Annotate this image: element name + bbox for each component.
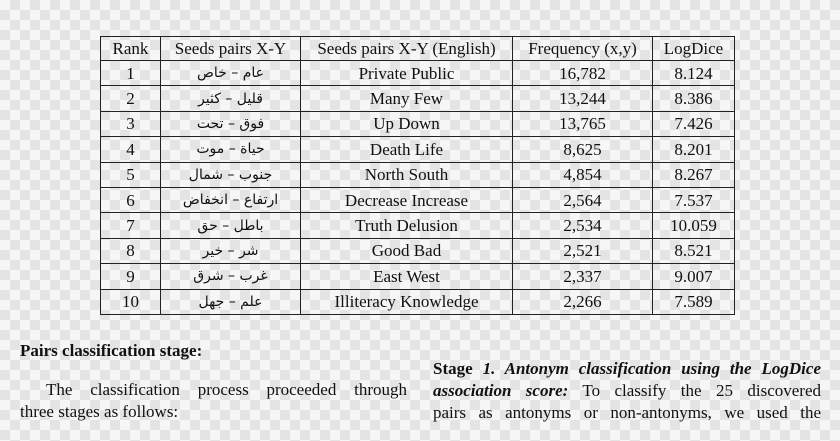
logdice-cell: 7.537 bbox=[653, 187, 735, 212]
table-row bbox=[101, 289, 735, 314]
stage-title-continued: association score: bbox=[433, 381, 569, 400]
arabic-pair-cell: حياة – موت bbox=[161, 137, 301, 162]
right-paragraph-line bbox=[433, 358, 821, 380]
rank-cell: 7 bbox=[101, 213, 161, 238]
rank-cell: 9 bbox=[101, 264, 161, 289]
table-row bbox=[101, 213, 735, 238]
frequency-cell: 2,534 bbox=[513, 213, 653, 238]
english-pair-cell: North South bbox=[301, 162, 513, 187]
rank-cell: 4 bbox=[101, 137, 161, 162]
right-paragraph-line: pairs as antonyms or non-antonyms, we used the bbox=[433, 403, 821, 422]
english-pair-cell: Truth Delusion bbox=[301, 213, 513, 238]
arabic-pair-cell: غرب – شرق bbox=[161, 264, 301, 289]
frequency-cell: 4,854 bbox=[513, 162, 653, 187]
logdice-cell: 8.386 bbox=[653, 86, 735, 111]
english-pair-cell: Decrease Increase bbox=[301, 187, 513, 212]
logdice-cell: 10.059 bbox=[653, 213, 735, 238]
header-frequency: Frequency (x,y) bbox=[513, 37, 653, 61]
english-pair-cell: Illiteracy Knowledge bbox=[301, 289, 513, 314]
logdice-cell: 8.267 bbox=[653, 162, 735, 187]
logdice-cell: 7.426 bbox=[653, 111, 735, 136]
arabic-pair-cell: شر – خير bbox=[161, 238, 301, 263]
english-pair-cell: Good Bad bbox=[301, 238, 513, 263]
rank-cell: 2 bbox=[101, 86, 161, 111]
table-row bbox=[101, 264, 735, 289]
frequency-cell: 2,337 bbox=[513, 264, 653, 289]
frequency-cell: 8,625 bbox=[513, 137, 653, 162]
rank-cell: 1 bbox=[101, 61, 161, 86]
arabic-pair-cell: باطل – حق bbox=[161, 213, 301, 238]
rank-cell: 8 bbox=[101, 238, 161, 263]
arabic-pair-cell: قليل – كثير bbox=[161, 86, 301, 111]
table-row bbox=[101, 111, 735, 136]
frequency-cell: 2,564 bbox=[513, 187, 653, 212]
arabic-pair-cell: عام – خاص bbox=[161, 61, 301, 86]
left-column-paragraph bbox=[20, 379, 407, 423]
table-row bbox=[101, 238, 735, 263]
left-paragraph-line: The classification process proceeded through bbox=[46, 380, 407, 399]
rank-cell: 5 bbox=[101, 162, 161, 187]
rank-cell: 10 bbox=[101, 289, 161, 314]
logdice-cell: 8.201 bbox=[653, 137, 735, 162]
section-heading: Pairs classification stage: bbox=[20, 341, 203, 360]
logdice-cell: 8.124 bbox=[653, 61, 735, 86]
stage-description: To classify the 25 discovered bbox=[568, 381, 821, 400]
header-logdice: LogDice bbox=[653, 37, 735, 61]
english-pair-cell: East West bbox=[301, 264, 513, 289]
frequency-cell: 2,266 bbox=[513, 289, 653, 314]
arabic-pair-cell: جنوب – شمال bbox=[161, 162, 301, 187]
stage-title: 1. Antonym classification using the LogDice bbox=[482, 359, 821, 378]
table-row bbox=[101, 61, 735, 86]
left-paragraph-line: three stages as follows: bbox=[20, 402, 179, 421]
logdice-cell: 7.589 bbox=[653, 289, 735, 314]
rank-cell: 3 bbox=[101, 111, 161, 136]
logdice-cell: 8.521 bbox=[653, 238, 735, 263]
right-column-paragraph bbox=[433, 358, 821, 424]
table-row bbox=[101, 86, 735, 111]
frequency-cell: 13,244 bbox=[513, 86, 653, 111]
arabic-pair-cell: ارتفاع – انخفاض bbox=[161, 187, 301, 212]
rank-cell: 6 bbox=[101, 187, 161, 212]
english-pair-cell: Death Life bbox=[301, 137, 513, 162]
english-pair-cell: Private Public bbox=[301, 61, 513, 86]
table-row bbox=[101, 187, 735, 212]
table-row bbox=[101, 162, 735, 187]
frequency-cell: 2,521 bbox=[513, 238, 653, 263]
logdice-cell: 9.007 bbox=[653, 264, 735, 289]
english-pair-cell: Up Down bbox=[301, 111, 513, 136]
right-paragraph-line bbox=[433, 380, 821, 402]
english-pair-cell: Many Few bbox=[301, 86, 513, 111]
header-seed-pairs: Seeds pairs X-Y bbox=[161, 37, 301, 61]
frequency-cell: 13,765 bbox=[513, 111, 653, 136]
arabic-pair-cell: فوق – تحت bbox=[161, 111, 301, 136]
table-row bbox=[101, 137, 735, 162]
frequency-cell: 16,782 bbox=[513, 61, 653, 86]
arabic-pair-cell: علم – جهل bbox=[161, 289, 301, 314]
stage-label: Stage bbox=[433, 359, 483, 378]
header-seed-pairs-english: Seeds pairs X-Y (English) bbox=[301, 37, 513, 61]
table-header-row bbox=[101, 37, 735, 61]
seed-pairs-table bbox=[100, 36, 735, 315]
header-rank: Rank bbox=[101, 37, 161, 61]
